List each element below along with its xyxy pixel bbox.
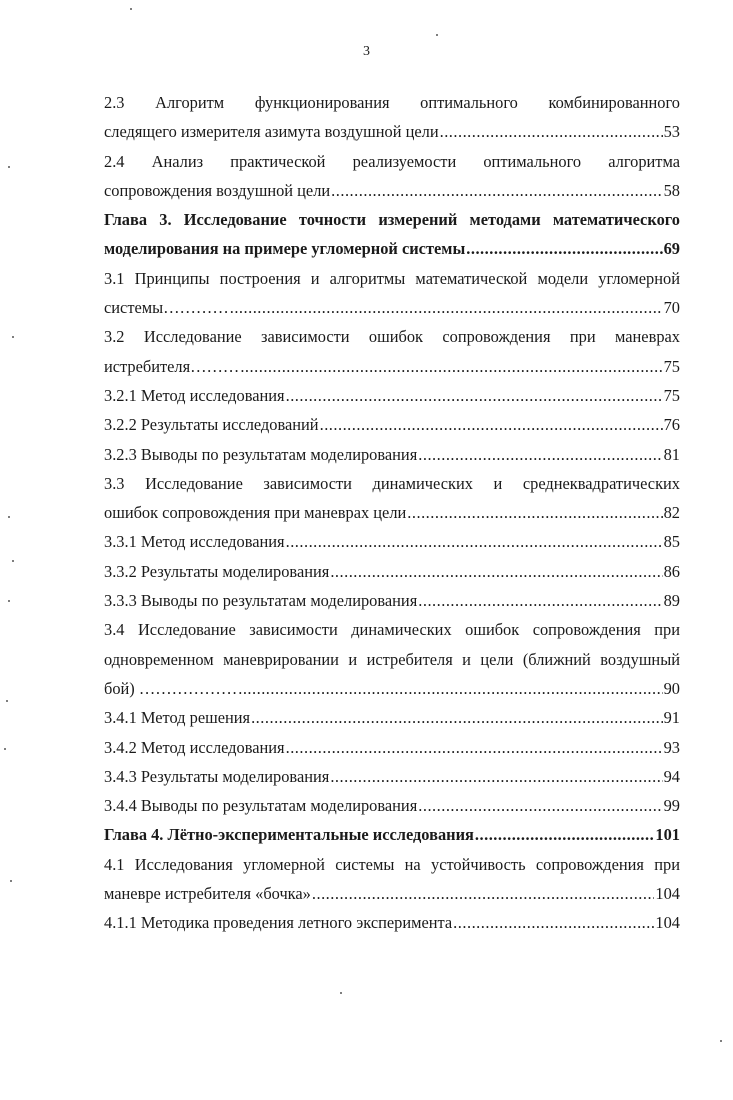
toc-entry — [104, 908, 680, 937]
scan-speck — [340, 992, 342, 994]
toc-entry-last-line — [104, 557, 680, 586]
toc-entry-page: 99 — [663, 796, 680, 816]
toc-entry-last-line — [104, 498, 680, 527]
toc-entry-last-line — [104, 293, 680, 322]
toc-entry — [104, 850, 680, 909]
dot-leader — [418, 440, 662, 469]
toc-entry-title: моделирования на примере угломерной системы — [104, 239, 466, 259]
dot-leader — [331, 176, 662, 205]
toc-entry-title: истребителя……… — [104, 356, 240, 376]
toc-entry-title-line: одновременном маневрировании и истребителя и цели (ближний воздушный — [104, 649, 680, 669]
scan-speck — [12, 336, 14, 338]
toc-entry — [104, 527, 680, 556]
toc-entry-last-line — [104, 762, 680, 791]
scan-speck — [8, 600, 10, 602]
toc-entry-last-line — [104, 234, 680, 263]
scan-speck — [720, 1040, 722, 1042]
toc-entry — [104, 381, 680, 410]
scan-speck — [6, 700, 8, 702]
toc-entry-title-line: Глава 3. Исследование точности измерений методами математического — [104, 210, 680, 230]
toc-entry-page: 101 — [655, 825, 680, 845]
dot-leader — [312, 879, 655, 908]
toc-entry-title: 3.4.2 Метод исследования — [104, 737, 285, 757]
toc-entry-title: 3.2.2 Результаты исследований — [104, 415, 319, 435]
toc-entry — [104, 264, 680, 323]
toc-entry-last-line — [104, 440, 680, 469]
toc-entry-page: 94 — [663, 766, 680, 786]
toc-entry-title: 4.1.1 Методика проведения летного эксперимента — [104, 913, 453, 933]
scan-speck — [436, 34, 438, 36]
dot-leader — [230, 293, 663, 322]
toc-entry — [104, 557, 680, 586]
toc-entry — [104, 703, 680, 732]
toc-entry-last-line — [104, 674, 680, 703]
dot-leader — [286, 733, 663, 762]
toc-entry-title: 3.2.1 Метод исследования — [104, 385, 285, 405]
toc-entry-last-line — [104, 586, 680, 615]
page-number: 3 — [363, 44, 370, 59]
toc-entry-page: 89 — [663, 591, 680, 611]
toc-entry — [104, 410, 680, 439]
toc-entry-page: 76 — [663, 415, 680, 435]
toc-entry-last-line — [104, 879, 680, 908]
toc-entry-page: 75 — [663, 385, 680, 405]
toc-entry-title: 3.4.3 Результаты моделирования — [104, 766, 330, 786]
toc-entry-page: 90 — [663, 678, 680, 698]
toc-entry-last-line — [104, 703, 680, 732]
toc-entry-title: 3.2.3 Выводы по результатам моделирования — [104, 444, 418, 464]
toc-entry-title-line: 3.2 Исследование зависимости ошибок сопровождения при маневрах — [104, 327, 680, 347]
toc-entry-title-line: 3.4 Исследование зависимости динамических ошибок сопровождения при — [104, 620, 680, 640]
scan-speck — [10, 880, 12, 882]
scan-speck — [8, 166, 10, 168]
dot-leader — [418, 586, 662, 615]
toc-entry — [104, 205, 680, 264]
toc-entry-title: 3.3.1 Метод исследования — [104, 532, 285, 552]
toc-entry-title: маневре истребителя «бочка» — [104, 884, 311, 904]
toc-entry-page: 81 — [663, 444, 680, 464]
scan-speck — [130, 8, 132, 10]
toc-entry-title: бой) ……………… — [104, 678, 238, 698]
toc-entry-last-line — [104, 381, 680, 410]
toc-entry-title-line: 3.1 Принципы построения и алгоритмы математической модели угломерной — [104, 268, 680, 288]
dot-leader — [418, 791, 662, 820]
toc-entry-title: 3.3.3 Выводы по результатам моделирования — [104, 591, 418, 611]
dot-leader — [251, 703, 663, 732]
toc-entry — [104, 762, 680, 791]
dot-leader — [407, 498, 662, 527]
toc-entry-last-line — [104, 820, 680, 849]
dot-leader — [330, 557, 662, 586]
dot-leader — [286, 381, 663, 410]
scan-speck — [4, 748, 6, 750]
toc-entry — [104, 820, 680, 849]
toc-entry-last-line — [104, 791, 680, 820]
dot-leader — [475, 820, 655, 849]
toc-entry-title-line: 3.3 Исследование зависимости динамических и среднеквадратических — [104, 473, 680, 493]
dot-leader — [330, 762, 662, 791]
dot-leader — [320, 410, 663, 439]
dot-leader — [466, 234, 662, 263]
toc-entry-page: 86 — [663, 561, 680, 581]
dot-leader — [453, 908, 654, 937]
toc-entry-page: 82 — [663, 503, 680, 523]
toc-entry-page: 93 — [663, 737, 680, 757]
toc-entry-page: 58 — [663, 180, 680, 200]
toc-entry-page: 85 — [663, 532, 680, 552]
toc-entry-page: 104 — [655, 884, 680, 904]
toc-entry-last-line — [104, 908, 680, 937]
toc-entry — [104, 147, 680, 206]
dot-leader — [240, 352, 662, 381]
toc-entry-title: 3.3.2 Результаты моделирования — [104, 561, 330, 581]
toc-entry-last-line — [104, 352, 680, 381]
toc-entry — [104, 586, 680, 615]
scan-speck — [12, 560, 14, 562]
toc-entry-page: 91 — [663, 708, 680, 728]
toc-entry — [104, 733, 680, 762]
toc-entry-title: 3.4.4 Выводы по результатам моделирования — [104, 796, 418, 816]
scan-speck — [8, 516, 10, 518]
dot-leader — [286, 527, 663, 556]
toc-entry-last-line — [104, 176, 680, 205]
toc-entry-last-line — [104, 410, 680, 439]
table-of-contents — [104, 88, 680, 938]
toc-entry-page: 69 — [663, 239, 680, 259]
toc-entry-title: Глава 4. Лётно-экспериментальные исследования — [104, 825, 474, 845]
toc-entry — [104, 469, 680, 528]
toc-entry-title: ошибок сопровождения при маневрах цели — [104, 503, 407, 523]
toc-entry — [104, 88, 680, 147]
toc-entry-title: следящего измерителя азимута воздушной цели — [104, 122, 439, 142]
toc-entry-title-line: 2.4 Анализ практической реализуемости оптимального алгоритма — [104, 151, 680, 171]
toc-entry-last-line — [104, 527, 680, 556]
toc-entry-page: 75 — [663, 356, 680, 376]
toc-entry-title-line: 4.1 Исследования угломерной системы на устойчивость сопровождения при — [104, 854, 680, 874]
toc-entry-page: 70 — [663, 298, 680, 318]
toc-entry — [104, 615, 680, 703]
toc-entry-title: сопровождения воздушной цели — [104, 180, 331, 200]
toc-entry-last-line — [104, 733, 680, 762]
dot-leader — [238, 674, 662, 703]
dot-leader — [440, 117, 663, 146]
toc-entry — [104, 440, 680, 469]
toc-entry-title: системы………… — [104, 298, 229, 318]
toc-entry-page: 104 — [655, 913, 680, 933]
toc-entry-last-line — [104, 117, 680, 146]
toc-entry-page: 53 — [663, 122, 680, 142]
toc-entry-title-line: 2.3 Алгоритм функционирования оптимального комбинированного — [104, 93, 680, 112]
toc-entry-title: 3.4.1 Метод решения — [104, 708, 251, 728]
toc-entry — [104, 322, 680, 381]
toc-entry — [104, 791, 680, 820]
